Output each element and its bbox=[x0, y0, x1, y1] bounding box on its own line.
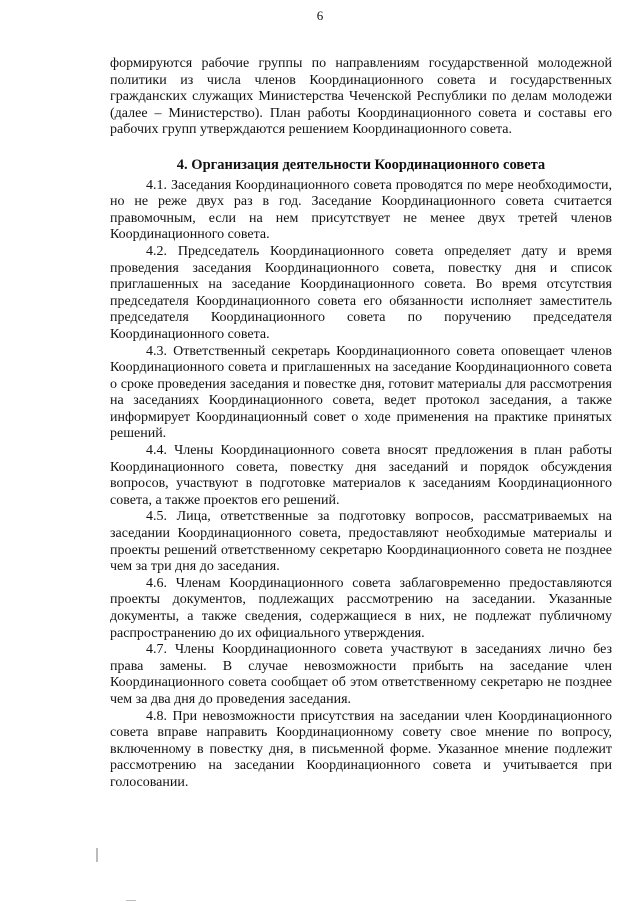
paragraph-4-3: 4.3. Ответственный секретарь Координационного совета оповещает членов Координационного совета и приглашенных на заседание Координационного совета о сроке проведения заседания и повестке дня, готовит материалы для рассмотрения на заседаниях Координационного совета, ведет протокол заседания, а также информирует Координационный совет о ходе применения на практике принятых решений. bbox=[110, 343, 612, 442]
paragraph-4-6: 4.6. Членам Координационного совета заблаговременно предоставляются проекты документов, подлежащих рассмотрению на заседании. Указанные документы, а также сведения, содержащиеся в них, не подлежат публичному распространению до их официального утверждения. bbox=[110, 575, 612, 641]
paragraph-4-1: 4.1. Заседания Координационного совета проводятся по мере необходимости, но не реже двух раз в год. Заседание Координационного совета считается правомочным, если на нем присутствует не менее двух третей членов Координационного совета. bbox=[110, 177, 612, 243]
paragraph-4-4: 4.4. Члены Координационного совета вносят предложения в план работы Координационного совета, повестку дня заседаний и порядок обсуждения вопросов, участвуют в подготовке материалов к заседаниям Координационного совета, а также проектов его решений. bbox=[110, 443, 612, 508]
paragraph-4-2: 4.2. Председатель Координационного совета определяет дату и время проведения заседания Координационного совета, повестку дня и список приглашенных на заседание Координационного совета. Во время отсутствия председателя Координационного совета его обязанности исполняет заместитель председателя Координационного совета по поручению председателя Координационного совета. bbox=[110, 243, 612, 342]
paragraph-4-7: 4.7. Члены Координационного совета участвуют в заседаниях лично без права замены. В случае невозможности прибыть на заседание член Координационного совета сообщает об этом ответственному секретарю не позднее чем за два дня до проведения заседания. bbox=[110, 642, 612, 707]
document-body bbox=[110, 56, 612, 792]
scan-mark bbox=[96, 848, 98, 862]
scan-mark bbox=[126, 900, 136, 901]
paragraph-4-5: 4.5. Лица, ответственные за подготовку вопросов, рассматриваемых на заседании Координационного совета, предоставляют необходимые материалы и проекты решений ответственному секретарю Координационного совета не позднее чем за три дня до заседания. bbox=[110, 509, 612, 575]
section-title: 4. Организация деятельности Координационного совета bbox=[176, 156, 546, 173]
intro-paragraph: формируются рабочие группы по направлениям государственной молодежной политики из числа членов Координационного совета и государственных гражданских служащих Министерства Чеченской Республики по делам молодежи (далее – Министерство). План работы Координационного совета и составы его рабочих групп утверждаются решением Координационного совета. bbox=[110, 56, 612, 138]
paragraph-4-8: 4.8. При невозможности присутствия на заседании член Координационного совета вправе направить Координационному совету свое мнение по вопросу, включенному в повестку дня, в письменной форме. Указанное мнение подлежит рассмотрению на заседании Координационного совета и учитывается при голосовании. bbox=[110, 708, 612, 790]
page-number: 6 bbox=[316, 8, 324, 23]
